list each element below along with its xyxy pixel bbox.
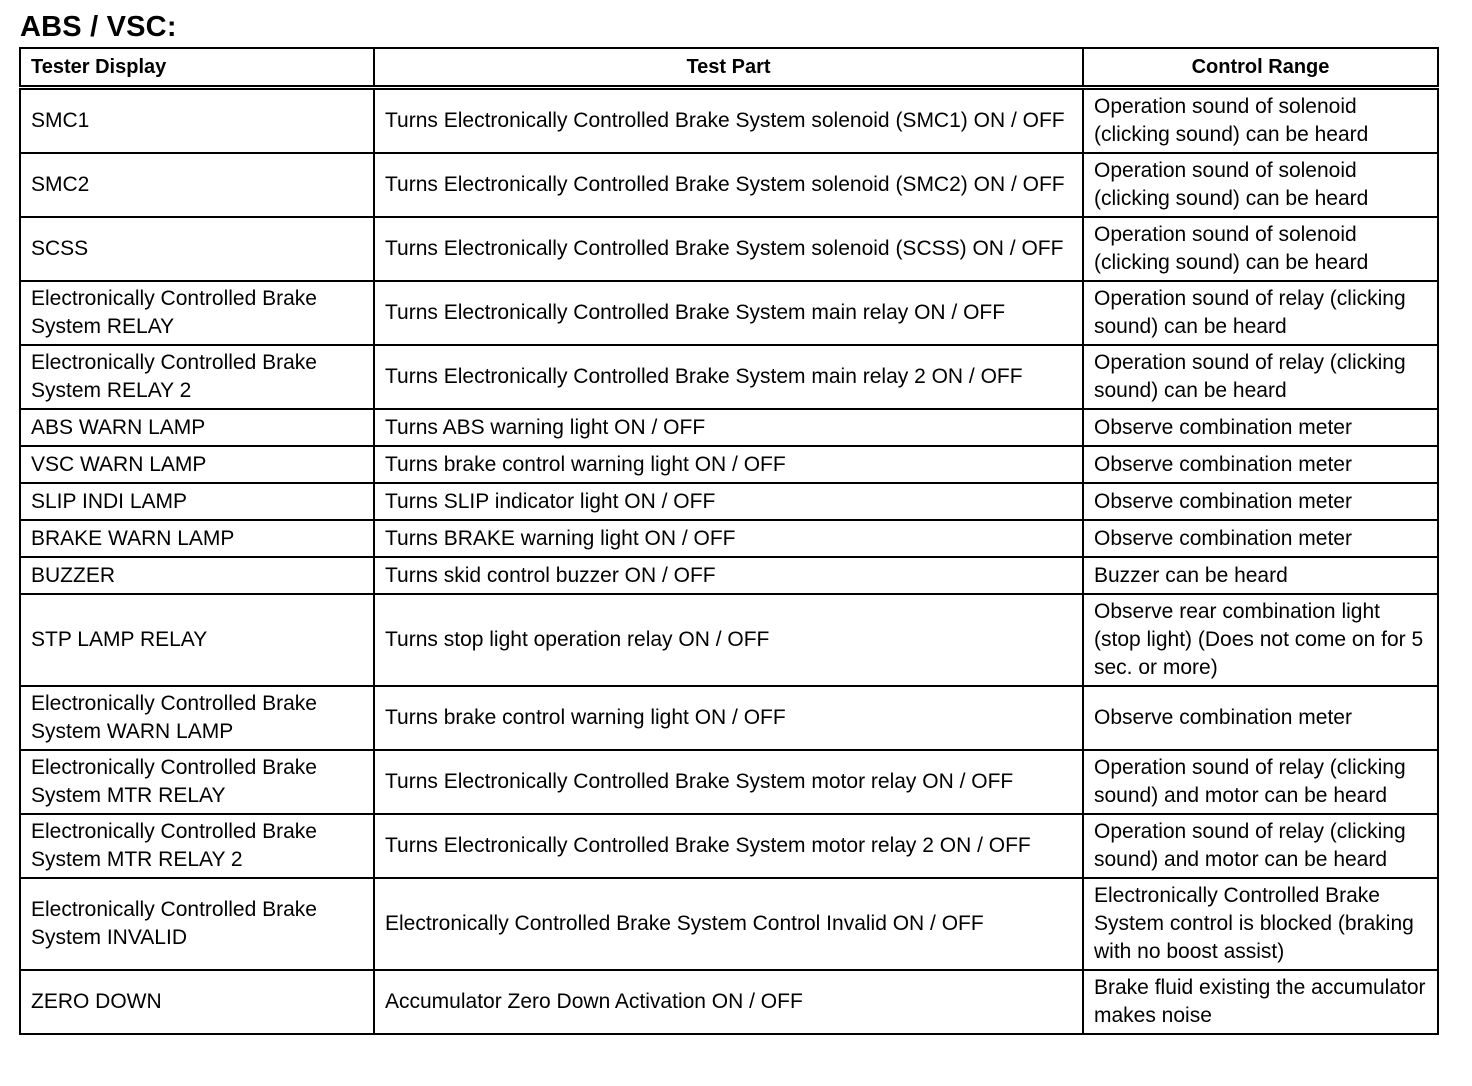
tester-display-cell: BRAKE WARN LAMP <box>20 520 374 557</box>
test-part-cell: Turns Electronically Controlled Brake System solenoid (SMC2) ON / OFF <box>374 153 1083 217</box>
test-part-cell: Turns Electronically Controlled Brake System main relay 2 ON / OFF <box>374 345 1083 409</box>
test-part-cell: Turns Electronically Controlled Brake System solenoid (SCSS) ON / OFF <box>374 217 1083 281</box>
control-range-cell: Observe combination meter <box>1083 483 1438 520</box>
table-row <box>20 686 1438 750</box>
table-row <box>20 814 1438 878</box>
control-range-cell: Operation sound of relay (clicking sound) can be heard <box>1083 345 1438 409</box>
table-row <box>20 409 1438 446</box>
active-test-table <box>19 47 1439 1035</box>
test-part-cell: Turns Electronically Controlled Brake System motor relay 2 ON / OFF <box>374 814 1083 878</box>
test-part-cell: Turns BRAKE warning light ON / OFF <box>374 520 1083 557</box>
test-part-cell: Turns Electronically Controlled Brake System solenoid (SMC1) ON / OFF <box>374 88 1083 154</box>
tester-display-cell: Electronically Controlled Brake System WARN LAMP <box>20 686 374 750</box>
tester-display-cell: Electronically Controlled Brake System RELAY <box>20 281 374 345</box>
table-row <box>20 594 1438 686</box>
control-range-cell: Brake fluid existing the accumulator makes noise <box>1083 970 1438 1034</box>
test-part-cell: Turns brake control warning light ON / OFF <box>374 686 1083 750</box>
tester-display-cell: Electronically Controlled Brake System MTR RELAY 2 <box>20 814 374 878</box>
test-part-cell: Turns skid control buzzer ON / OFF <box>374 557 1083 594</box>
control-range-cell: Operation sound of relay (clicking sound) can be heard <box>1083 281 1438 345</box>
tester-display-cell: STP LAMP RELAY <box>20 594 374 686</box>
control-range-cell: Electronically Controlled Brake System control is blocked (braking with no boost assist) <box>1083 878 1438 970</box>
tester-display-cell: VSC WARN LAMP <box>20 446 374 483</box>
control-range-cell: Observe rear combination light (stop light) (Does not come on for 5 sec. or more) <box>1083 594 1438 686</box>
tester-display-cell: Electronically Controlled Brake System RELAY 2 <box>20 345 374 409</box>
tester-display-cell: SMC1 <box>20 88 374 154</box>
table-row <box>20 750 1438 814</box>
table-row <box>20 153 1438 217</box>
tester-display-cell: BUZZER <box>20 557 374 594</box>
test-part-cell: Electronically Controlled Brake System Control Invalid ON / OFF <box>374 878 1083 970</box>
table-row <box>20 88 1438 154</box>
table-row <box>20 446 1438 483</box>
table-row <box>20 217 1438 281</box>
table-row <box>20 520 1438 557</box>
control-range-cell: Operation sound of relay (clicking sound) and motor can be heard <box>1083 814 1438 878</box>
column-header-control-range: Control Range <box>1083 48 1438 88</box>
test-part-cell: Turns stop light operation relay ON / OFF <box>374 594 1083 686</box>
test-part-cell: Turns brake control warning light ON / OFF <box>374 446 1083 483</box>
tester-display-cell: Electronically Controlled Brake System INVALID <box>20 878 374 970</box>
control-range-cell: Operation sound of solenoid (clicking sound) can be heard <box>1083 88 1438 154</box>
active-test-table-container <box>19 47 1439 1035</box>
table-header-row <box>20 48 1438 88</box>
test-part-cell: Turns SLIP indicator light ON / OFF <box>374 483 1083 520</box>
page-title: ABS / VSC: <box>20 11 177 43</box>
test-part-cell: Turns Electronically Controlled Brake System motor relay ON / OFF <box>374 750 1083 814</box>
control-range-cell: Buzzer can be heard <box>1083 557 1438 594</box>
control-range-cell: Observe combination meter <box>1083 686 1438 750</box>
table-row <box>20 345 1438 409</box>
table-row <box>20 878 1438 970</box>
control-range-cell: Observe combination meter <box>1083 446 1438 483</box>
control-range-cell: Operation sound of solenoid (clicking sound) can be heard <box>1083 217 1438 281</box>
control-range-cell: Operation sound of solenoid (clicking sound) can be heard <box>1083 153 1438 217</box>
column-header-tester-display: Tester Display <box>20 48 374 88</box>
control-range-cell: Operation sound of relay (clicking sound) and motor can be heard <box>1083 750 1438 814</box>
table-row <box>20 483 1438 520</box>
tester-display-cell: ZERO DOWN <box>20 970 374 1034</box>
test-part-cell: Turns ABS warning light ON / OFF <box>374 409 1083 446</box>
column-header-test-part: Test Part <box>374 48 1083 88</box>
table-row <box>20 970 1438 1034</box>
tester-display-cell: Electronically Controlled Brake System MTR RELAY <box>20 750 374 814</box>
table-row <box>20 557 1438 594</box>
table-row <box>20 281 1438 345</box>
control-range-cell: Observe combination meter <box>1083 520 1438 557</box>
control-range-cell: Observe combination meter <box>1083 409 1438 446</box>
tester-display-cell: SLIP INDI LAMP <box>20 483 374 520</box>
tester-display-cell: ABS WARN LAMP <box>20 409 374 446</box>
tester-display-cell: SCSS <box>20 217 374 281</box>
test-part-cell: Turns Electronically Controlled Brake System main relay ON / OFF <box>374 281 1083 345</box>
test-part-cell: Accumulator Zero Down Activation ON / OFF <box>374 970 1083 1034</box>
tester-display-cell: SMC2 <box>20 153 374 217</box>
